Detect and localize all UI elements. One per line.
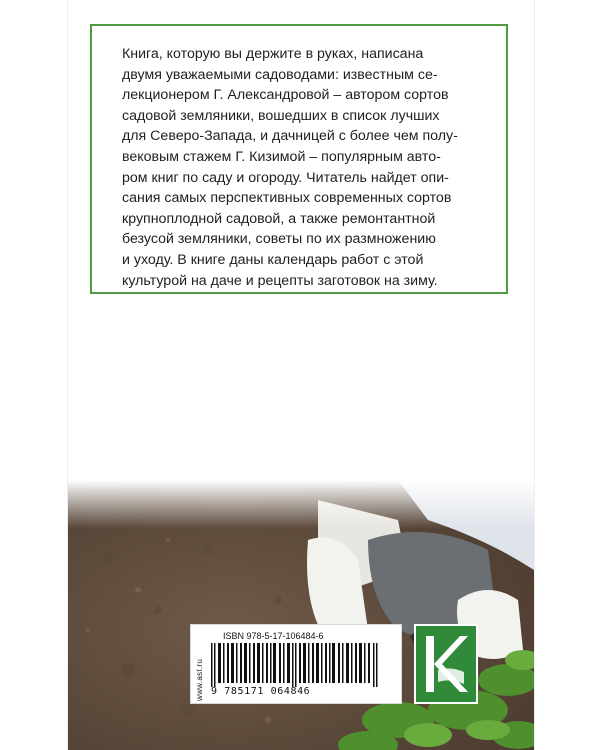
- annotation-line: и уходу. В книге даны календарь работ с этой: [122, 251, 424, 268]
- barcode-block: [190, 624, 402, 704]
- annotation-line: Книга, которую вы держите в руках, написана: [122, 46, 424, 62]
- annotation-line: для Северо-Запада, и дачницей с более чем полу-: [122, 128, 458, 145]
- annotation-line: лекционером Г. Александровой – автором сортов: [122, 87, 449, 104]
- annotation-line: культурой на даче и рецепты заготовок на зиму.: [122, 272, 438, 289]
- annotation-line: ром книг по саду и огороду. Читатель найдет опи-: [122, 169, 449, 186]
- barcode-icon: [209, 643, 385, 687]
- annotation-text: [122, 44, 488, 291]
- gardening-photo: [68, 480, 534, 750]
- annotation-line: безусой земляники, советы по их размножению: [122, 231, 436, 248]
- annotation-line: садовой земляники, вошедших в список лучших: [122, 107, 440, 124]
- annotation-frame: [90, 24, 508, 294]
- annotation-line: крупноплодной садовой, а также ремонтантной: [122, 210, 436, 227]
- barcode-digits: 9 785171 064846: [211, 686, 311, 697]
- annotation-line: двумя уважаемыми садоводами: известным се-: [122, 66, 438, 83]
- annotation-line: сания самых перспективных современных сортов: [122, 190, 452, 207]
- isbn-label: ISBN 978-5-17-106484-6: [223, 631, 324, 641]
- book-back-cover: [68, 0, 534, 750]
- book-publisher-logo-icon: [414, 624, 478, 704]
- annotation-line: вековым стажем Г. Кизимой – популярным авто-: [122, 148, 441, 165]
- publisher-site-label: www.ast.ru: [195, 658, 204, 701]
